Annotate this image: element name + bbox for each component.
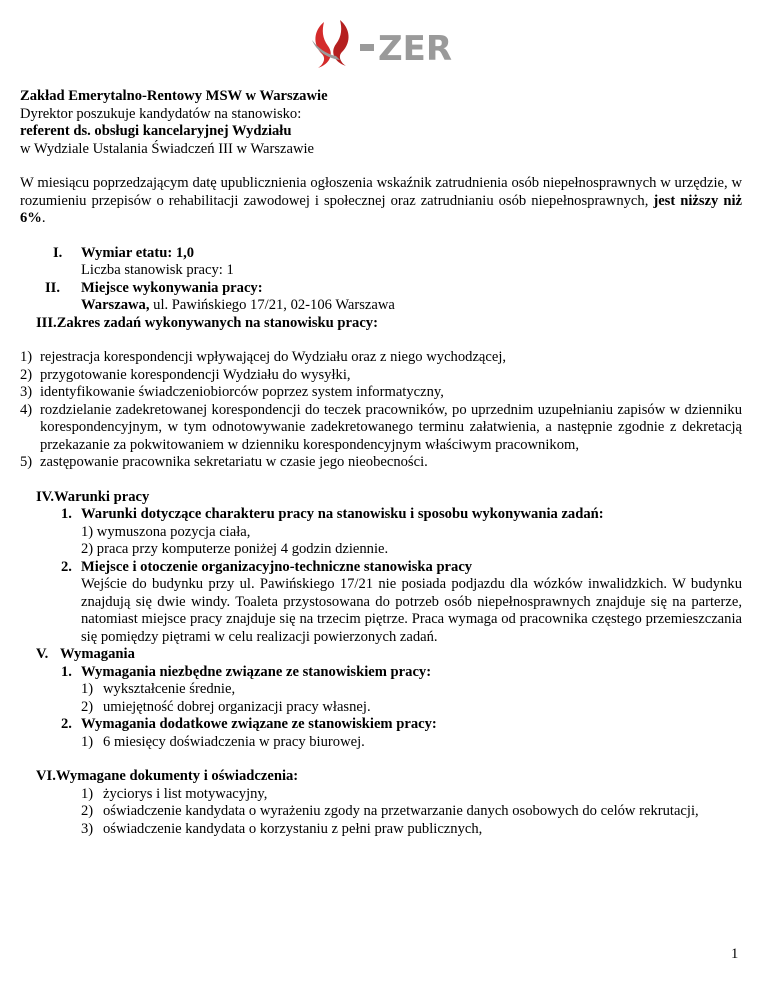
list-item: 2) oświadczenie kandydata o wyrażeniu zgody na przetwarzanie danych osobowych do celów rekrutacji, [81,803,699,819]
section-2-num: II. [45,279,61,296]
list-item: 1) życiorys i list motywacyjny, [81,785,268,802]
section-4-heading [20,489,742,507]
list-item: 1) wymuszona pozycja ciała, [81,523,251,540]
section-4-sub2: 2. Miejsce i otoczenie organizacyjno-techniczne stanowiska pracy [61,558,473,575]
list-item: 1) rejestracja korespondencji wpływającej do Wydziału oraz z niego wychodzącej, [20,349,507,365]
logo-text: ZER [378,29,453,69]
intro-paragraph: W miesiącu poprzedzającym datę upublicznienia ogłoszenia wskaźnik zatrudnienia osób niepełnosprawnych w urzędzie, w rozumieniu przepisów o rehabilitacji zawodowej i społecznej oraz zatrudnianiu osób niepełnosprawnych, jest niższy niż 6%. [20,175,742,226]
section-3-heading [20,315,742,333]
list-item: 2) praca przy komputerze poniżej 4 godzin dziennie. [81,541,389,557]
list-item: 3) oświadczenie kandydata o korzystaniu z pełni praw publicznych, [81,820,483,837]
section-2-title: Miejsce wykonywania pracy: [81,279,263,296]
section-5-sub2: 2. Wymagania dodatkowe związane ze stanowiskiem pracy: [61,716,437,732]
list-item: 5) zastępowanie pracownika sekretariatu w czasie jego nieobecności. [20,454,428,470]
section-4-title: Warunki pracy [54,488,150,505]
section-5-num: V. [36,646,49,662]
work-address: Warszawa, ul. Pawińskiego 17/21, 02-106 Warszawa [81,297,395,313]
section-5-title: Wymagania [60,646,135,662]
section-4-num: IV. [36,488,54,505]
section-1 [20,245,742,280]
section-6-title: Wymagane dokumenty i oświadczenia: [55,768,299,784]
page-number: 1 [731,946,739,962]
list-item: 2) przygotowanie korespondencji Wydziału do wysyłki, [20,366,351,383]
workplace-description: Wejście do budynku przy ul. Pawińskiego 17/21 nie posiada podjazdu dla wózków inwalidzkich. W budynku znajdują się dwie windy. Toaleta przystosowana do potrzeb osób niepełnosprawnych znajduje się na parterze, natomiast miejsce pracy znajduje się na trzecim piętrze. Praca wymaga od pracownika częstego przemieszczania się pomiędzy piętrami w celu realizacji powierzonych zadań. [81,576,742,645]
zer-logo [306,14,496,74]
section-6-heading [20,768,742,786]
department: w Wydziale Ustalania Świadczeń III w Warszawie [20,140,315,157]
section-4-sub1: 1. Warunki dotyczące charakteru pracy na stanowisku i sposobu wykonywania zadań: [61,506,604,522]
list-item: 4) rozdzielanie zadekretowanej korespondencji do teczek pracowników, po uprzednim uzupełnianiu zapisów w dzienniku korespondencyjnym, w tym odnotowywanie zadekretowanego terminu załatwienia, a następnie zgodnie z dekretacją przekazanie za pokwitowaniem w dzienniku korespondencyjnym właściwym pracownikom, [20,401,742,453]
document-body [20,88,742,838]
list-item: 3) identyfikowanie świadczeniobiorców poprzez system informatyczny, [20,384,444,400]
section-5-heading [20,646,742,664]
section-6-num: VI. [36,768,56,784]
section-3-title: Zakres zadań wykonywanych na stanowisku pracy: [56,314,378,331]
list-item: 2) umiejętność dobrej organizacji pracy własnej. [81,698,371,715]
zer-logo-graphic [306,14,496,74]
list-item: 1) 6 miesięcy doświadczenia w pracy biurowej. [81,733,365,750]
section-5-sub1: 1. Wymagania niezbędne związane ze stanowiskiem pracy: [61,663,432,680]
positions-count: Liczba stanowisk pracy: 1 [81,262,234,278]
org-name: Zakład Emerytalno-Rentowy MSW w Warszawie [20,88,328,104]
logo-dash [360,44,374,51]
logo-swirl-left [315,22,330,68]
header-line2: Dyrektor poszukuje kandydatów na stanowisko: [20,105,302,122]
section-1-title: Wymiar etatu: 1,0 [81,244,195,261]
tasks-list [20,349,742,472]
section-3-num: III. [36,314,57,331]
position-title: referent ds. obsługi kancelaryjnej Wydziału [20,123,292,139]
list-item: 1) wykształcenie średnie, [81,681,236,697]
section-2 [20,280,742,315]
section-1-num: I. [53,244,63,261]
